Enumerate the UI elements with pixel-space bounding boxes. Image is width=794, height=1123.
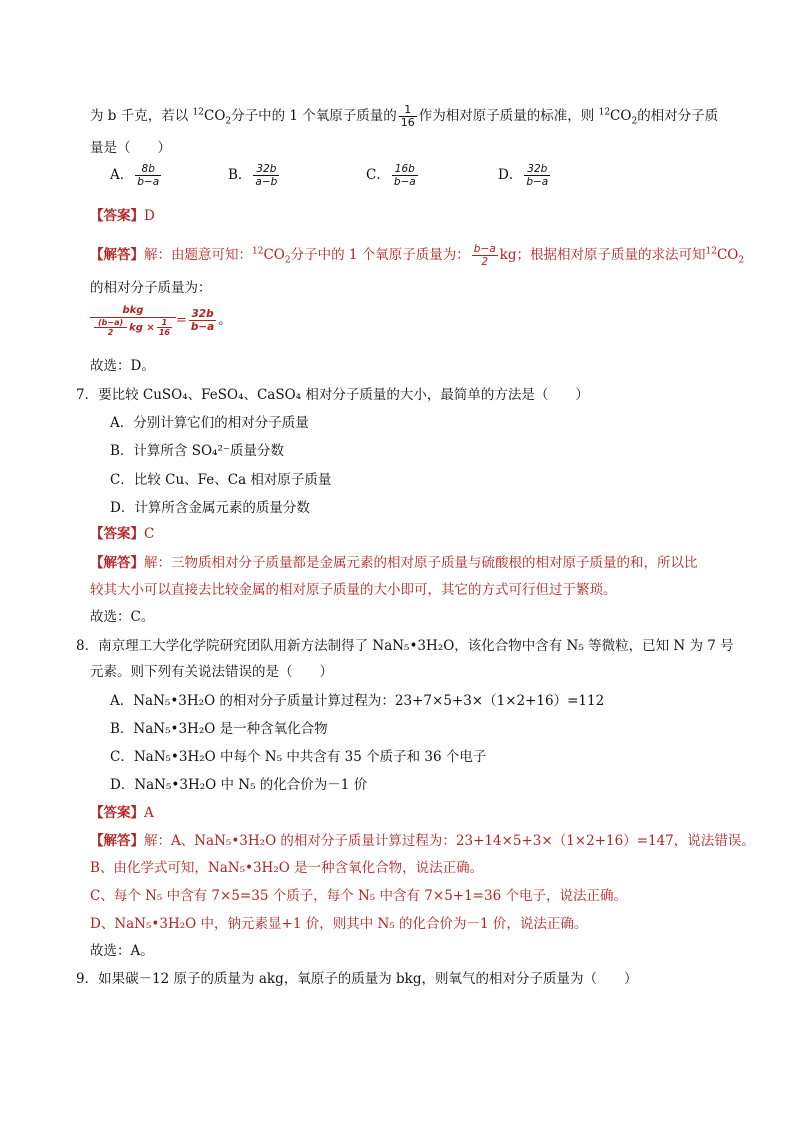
q6-option-a: A． $\frac{8b}{b-a}$ [110,163,160,188]
q8-option-c: C．NaN₅•3H₂O 中每个 N₅ 中共含有 35 个质子和 36 个电子 [110,749,487,765]
q6-analysis-line1: 【解答】解：由题意可知：$^{12}CO_2$分子中的 1 个氧原子质量为： $\frac{b-a}{2}$ kg；根据相对原子质量的求法可知$^{12}CO_2$ [90,243,745,268]
q7-answer: 【答案】C [90,526,155,542]
q8-option-b: B．NaN₅•3H₂O 是一种含氧化合物 [110,721,328,737]
q7-analysis-line1: 【解答】解：三物质相对分子质量都是金属元素的相对原子质量与硫酸根的相对原子质量的和，所以比 [90,555,698,571]
q7-choose: 故选：C。 [90,609,155,625]
q7-option-c: C．比较 Cu、Fe、Ca 相对原子质量 [110,472,332,488]
co2-formula: $^{12}CO_2$ [192,107,232,127]
fraction-b-minus-a-over-2: $\frac{b-a}{2}$ [473,243,496,268]
q9-stem: 9．如果碳－12 原子的质量为 akg，氧原子的质量为 bkg，则氧气的相对分子质量为（ ） [76,971,638,987]
q7-option-d: D．计算所含金属元素的质量分数 [110,500,310,516]
q6-analysis-line2: 的相对分子质量为： [90,280,212,296]
q8-analysis-line2: B、由化学式可知，NaN₅•3H₂O 是一种含氧化合物，说法正确。 [90,860,484,876]
q6-answer: 【答案】D [90,208,155,224]
q6-option-b: B． $\frac{32b}{a-b}$ [228,163,278,188]
q6-formula: bkg $\frac{(b-a)}{2}$ kg × $\frac{1}{16}$ = $\frac{32b}{b-a}$ 。 [90,304,232,337]
q8-choose: 故选：A。 [90,943,154,959]
q8-stem-line1: 8．南京理工大学化学院研究团队用新方法制得了 NaN₅•3H₂O，该化合物中含有 N₅ 等微粒，已知 N 为 7 号 [76,638,734,654]
q7-analysis-line2: 较其大小可以直接去比较金属的相对原子质量的大小即可，其它的方式可行但过于繁琐。 [90,582,617,598]
q7-option-b: B．计算所含 SO₄²⁻质量分数 [110,443,284,459]
q6-option-d: D． $\frac{32b}{b-a}$ [498,163,549,188]
q8-stem-line2: 元素。则下列有关说法错误的是（ ） [90,664,333,680]
q7-stem: 7．要比较 CuSO₄、FeSO₄、CaSO₄ 相对分子质量的大小，最简单的方法是（ ） [76,387,589,403]
fraction-one-sixteenth: $\frac{1}{16}$ [400,103,415,129]
q8-analysis-line3: C、每个 N₅ 中含有 7×5=35 个质子，每个 N₅ 中含有 7×5+1=36 个电子，说法正确。 [90,888,627,904]
co2-formula: $^{12}CO_2$ [252,246,291,266]
q7-option-a: A．分别计算它们的相对分子质量 [110,415,309,431]
q6-stem-line2: 量是（ ） [90,140,171,156]
q8-analysis-line1: 【解答】解：A、NaN₅•3H₂O 的相对分子质量计算过程为：23+14×5+3×（1×2+16）=147，说法错误。 [90,833,755,849]
co2-formula: $^{12}CO_2$ [598,107,638,127]
q6-option-c: C． $\frac{16b}{b-a}$ [366,163,416,188]
q6-choose: 故选：D。 [90,358,155,374]
q8-analysis-line4: D、NaN₅•3H₂O 中，钠元素显+1 价，则其中 N₅ 的化合价为－1 价，说法正确。 [90,916,588,932]
q8-option-d: D．NaN₅•3H₂O 中 N₅ 的化合价为－1 价 [110,777,368,793]
q8-answer: 【答案】A [90,805,154,821]
co2-formula: $^{12}CO_2$ [705,246,745,266]
q6-stem-line1: 为 b 千克，若以 $^{12}CO_2$分子中的 1 个氧原子质量的 $\frac{1}{16}$ 作为相对原子质量的标准，则 $^{12}CO_2$的相对分子质 [90,103,719,129]
q8-option-a: A．NaN₅•3H₂O 的相对分子质量计算过程为：23+7×5+3×（1×2+16）=112 [110,693,605,709]
